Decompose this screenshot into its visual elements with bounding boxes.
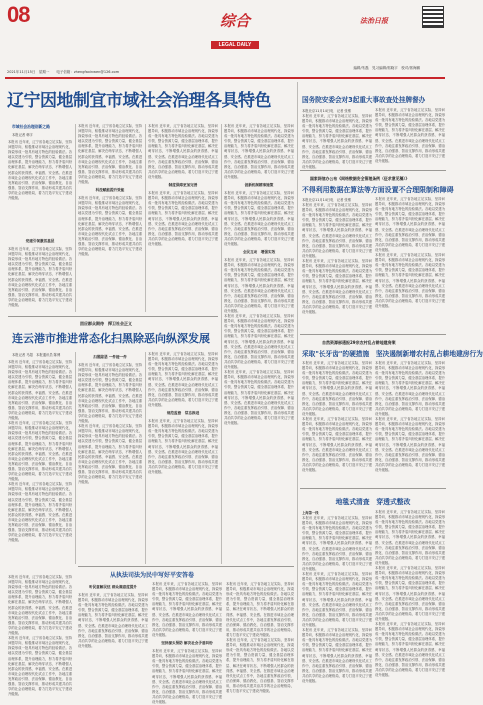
- section2-column-1: [8, 360, 72, 572]
- section-divider: [300, 488, 446, 489]
- section2-byline: 本报记者 马超 本报通讯员 陈博: [12, 353, 61, 357]
- right-article-2-paragraph: 本报讯 近年来，辽宁省各地立足实际，坚持问题导向，积极推动市域社会治理现代化，探索形成一批具有地方特色的经验做法。各地以党建为引领，整合资源力量，健全基层治理体系，提升治理能力，努力将矛盾纠纷化解在基层、解决在萌芽状态，不断增强人民群众的获得感、幸福感、安全感。在推进市域社会治理现代化试点工作中，各地注重发挥政治引领、法治保障、德治教化、自治强基、智治支撑作用，推动形成共建共治共享的社会治理格局，着力打造平安辽宁建设升级版。: [375, 253, 445, 308]
- right-article-2-col-1: [302, 203, 372, 331]
- section2-paragraph: 本报讯 近年来，辽宁省各地立足实际，坚持问题导向，积极推动市域社会治理现代化，探索形成一批具有地方特色的经验做法。各地以党建为引领，整合资源力量，健全基层治理体系，提升治理能力，努力将矛盾纠纷化解在基层、解决在萌芽状态，不断增强人民群众的获得感、幸福感、安全感。在推进市域社会治理现代化试点工作中，各地注重发挥政治引领、法治保障、德治教化、自治强基、智治支撑作用，推动形成共建共治共享的社会治理格局，着力打造平安辽宁建设升级版。: [8, 575, 72, 636]
- right-article-4-paragraph: 本报讯 近年来，辽宁省各地立足实际，坚持问题导向，积极推动市域社会治理现代化，探索形成一批具有地方特色的经验做法。各地以党建为引领，整合资源力量，健全基层治理体系，提升治理能力，努力将矛盾纠纷化解在基层、解决在萌芽状态，不断增强人民群众的获得感、幸福感、安全感。在推进市域社会治理现代化试点工作中，各地注重发挥政治引领、法治保障、德治教化、自治强基、智治支撑作用，推动形成共建共治共享的社会治理格局，着力打造平安辽宁建设升级版。: [375, 566, 445, 621]
- right-article-3-paragraph: 本报讯 近年来，辽宁省各地立足实际，坚持问题导向，积极推动市域社会治理现代化，探索形成一批具有地方特色的经验做法。各地以党建为引领，整合资源力量，健全基层治理体系，提升治理能力，努力将矛盾纠纷化解在基层、解决在萌芽状态，不断增强人民群众的获得感、幸福感、安全感。在推进市域社会治理现代化试点工作中，各地注重发挥政治引领、法治保障、德治教化、自治强基、智治支撑作用，推动形成共建共治共享的社会治理格局，着力打造平安辽宁建设升级版。: [375, 361, 445, 416]
- right-article-4-col-1: [302, 516, 372, 683]
- section-divider: [300, 170, 446, 171]
- section3-paragraph: 本报讯 近年来，辽宁省各地立足实际，坚持问题导向，积极推动市域社会治理现代化，探索形成一批具有地方特色的经验做法。各地以党建为引领，整合资源力量，健全基层治理体系，提升治理能力，努力将矛盾纠纷化解在基层、解决在萌芽状态，不断增强人民群众的获得感、幸福感、安全感。在推进市域社会治理现代化试点工作中，各地注重发挥政治引领、法治保障、德治教化、自治强基、智治支撑作用，推动形成共建共治共享的社会治理格局，着力打造平安辽宁建设升级版。: [152, 649, 222, 704]
- column-divider: [145, 352, 146, 564]
- lead-subhead-4: 全民互动 增强实效: [242, 250, 276, 255]
- section2-paragraph: 本报讯 近年来，辽宁省各地立足实际，坚持问题导向，积极推动市域社会治理现代化，探索形成一批具有地方特色的经验做法。各地以党建为引领，整合资源力量，健全基层治理体系，提升治理能力，努力将矛盾纠纷化解在基层、解决在萌芽状态，不断增强人民群众的获得感、幸福感、安全感。在推进市域社会治理现代化试点工作中，各地注重发挥政治引领、法治保障、德治教化、自治强基、智治支撑作用，推动形成共建共治共享的社会治理格局，着力打造平安辽宁建设升级版。: [148, 419, 218, 474]
- lead-subhead-3: 创新机制精准施策: [244, 183, 274, 188]
- section3-subhead-2: 坚持源头预防 解决社会矛盾纠纷: [161, 641, 213, 646]
- right-article-3-col-2: [375, 361, 445, 483]
- right-article-4-paragraph: 本报讯 近年来，辽宁省各地立足实际，坚持问题导向，积极推动市域社会治理现代化，探索形成一批具有地方特色的经验做法。各地以党建为引领，整合资源力量，健全基层治理体系，提升治理能力，努力将矛盾纠纷化解在基层、解决在萌芽状态，不断增强人民群众的获得感、幸福感、安全感。在推进市域社会治理现代化试点工作中，各地注重发挥政治引领、法治保障、德治教化、自治强基、智治支撑作用，推动形成共建共治共享的社会治理格局，着力打造平安辽宁建设升级版。: [375, 622, 445, 677]
- column-divider: [221, 124, 222, 564]
- section2-column-3: [148, 352, 218, 564]
- lead-paragraph: 本报讯 近年来，辽宁省各地立足实际，坚持问题导向，积极推动市域社会治理现代化，探索形成一批具有地方特色的经验做法。各地以党建为引领，整合资源力量，健全基层治理体系，提升治理能力，努力将矛盾纠纷化解在基层、解决在萌芽状态，不断增强人民群众的获得感、幸福感、安全感。在推进市域社会治理现代化试点工作中，各地注重发挥政治引领、法治保障、德治教化、自治强基、智治支撑作用，推动形成共建共治共享的社会治理格局，着力打造平安辽宁建设升级版。: [148, 124, 218, 179]
- column-divider: [297, 82, 298, 680]
- section2-paragraph: 本报讯 近年来，辽宁省各地立足实际，坚持问题导向，积极推动市域社会治理现代化，探索形成一批具有地方特色的经验做法。各地以党建为引领，整合资源力量，健全基层治理体系，提升治理能力，努力将矛盾纠纷化解在基层、解决在萌芽状态，不断增强人民群众的获得感、幸福感、安全感。在推进市域社会治理现代化试点工作中，各地注重发挥政治引领、法治保障、德治教化、自治强基、智治支撑作用，推动形成共建共治共享的社会治理格局，着力打造平安辽宁建设升级版。: [8, 421, 72, 482]
- right-article-2-title: 不得利用数据在算法等方面设置不合理限制和障碍: [302, 186, 454, 194]
- lead-column-1b: [8, 236, 72, 312]
- lead-subhead-1: 党建引领激活基层: [25, 239, 55, 243]
- section3-paragraph: 本报讯 近年来，辽宁省各地立足实际，坚持问题导向，积极推动市域社会治理现代化，探索形成一批具有地方特色的经验做法。各地以党建为引领，整合资源力量，健全基层治理体系，提升治理能力，努力将矛盾纠纷化解在基层、解决在萌芽状态，不断增强人民群众的获得感、幸福感、安全感。在推进市域社会治理现代化试点工作中，各地注重发挥政治引领、法治保障、德治教化、自治强基、智治支撑作用，推动形成共建共治共享的社会治理格局，着力打造平安辽宁建设升级版。: [226, 582, 294, 637]
- newspaper-logo: 法治日报: [360, 16, 388, 25]
- lead-kicker: 市域社会治理创新之路: [12, 124, 50, 129]
- lead-paragraph: 本报讯 近年来，辽宁省各地立足实际，坚持问题导向，积极推动市域社会治理现代化，探索形成一批具有地方特色的经验做法。各地以党建为引领，整合资源力量，健全基层治理体系，提升治理能力，努力将矛盾纠纷化解在基层、解决在萌芽状态，不断增强人民群众的获得感、幸福感、安全感。在推进市域社会治理现代化试点工作中，各地注重发挥政治引领、法治保障、德治教化、自治强基、智治支撑作用，推动形成共建共治共享的社会治理格局，着力打造平安辽宁建设升级版。: [78, 124, 142, 185]
- page-number: 08: [7, 2, 30, 27]
- dateline: 2021年11月15日 星期一 电子信箱：zhengfaxinwen@126.com: [7, 70, 120, 74]
- section2-subhead-1: 扫黑除恶 一件接一件: [93, 355, 127, 359]
- column-divider: [75, 352, 76, 564]
- top-rule: [5, 77, 445, 79]
- section2-paragraph: 本报讯 近年来，辽宁省各地立足实际，坚持问题导向，积极推动市域社会治理现代化，探索形成一批具有地方特色的经验做法。各地以党建为引领，整合资源力量，健全基层治理体系，提升治理能力，努力将矛盾纠纷化解在基层、解决在萌芽状态，不断增强人民群众的获得感、幸福感、安全感。在推进市域社会治理现代化试点工作中，各地注重发挥政治引领、法治保障、德治教化、自治强基、智治支撑作用，推动形成共建共治共享的社会治理格局，着力打造平安辽宁建设升级版。: [8, 360, 72, 421]
- editor-credits: 编辑/朱磊 见习编辑/郭晓宇 校对/郭海鹏: [353, 66, 420, 70]
- section-divider: [8, 316, 218, 317]
- section3-title: 从执法司法为民中写好平安答卷: [110, 572, 195, 579]
- lead-paragraph: 本报讯 近年来，辽宁省各地立足实际，坚持问题导向，积极推动市域社会治理现代化，探索形成一批具有地方特色的经验做法。各地以党建为引领，整合资源力量，健全基层治理体系，提升治理能力，努力将矛盾纠纷化解在基层、解决在萌芽状态，不断增强人民群众的获得感、幸福感、安全感。在推进市域社会治理现代化试点工作中，各地注重发挥政治引领、法治保障、德治教化、自治强基、智治支撑作用，推动形成共建共治共享的社会治理格局，着力打造平安辽宁建设升级版。: [224, 314, 294, 370]
- section2-paragraph: 本报讯 近年来，辽宁省各地立足实际，坚持问题导向，积极推动市域社会治理现代化，探索形成一批具有地方特色的经验做法。各地以党建为引领，整合资源力量，健全基层治理体系，提升治理能力，努力将矛盾纠纷化解在基层、解决在萌芽状态，不断增强人民群众的获得感、幸福感、安全感。在推进市域社会治理现代化试点工作中，各地注重发挥政治引领、法治保障、德治教化、自治强基、智治支撑作用，推动形成共建共治共享的社会治理格局，着力打造平安辽宁建设升级版。: [78, 363, 142, 424]
- lead-subhead-5: 制度保障更加完善: [168, 183, 198, 188]
- right-article-3-col-1: [302, 361, 372, 483]
- lead-column-1: 本报讯 近年来，辽宁省各地立足实际，坚持问题导向，积极推动市域社会治理现代化，探索形成一批具有地方特色的经验做法。各地以党建为引领，整合资源力量，健全基层治理体系，提升治理能力，努力将矛盾纠纷化解在基层、解决在萌芽状态，不断增强人民群众的获得感、幸福感、安全感。在推进市域社会治理现代化试点工作中，各地注重发挥政治引领、法治保障、德治教化、自治强基、智治支撑作用，推动形成共建共治共享的社会治理格局，着力打造平安辽宁建设升级版。: [8, 140, 72, 201]
- right-article-3-paragraph: 本报讯 近年来，辽宁省各地立足实际，坚持问题导向，积极推动市域社会治理现代化，探索形成一批具有地方特色的经验做法。各地以党建为引领，整合资源力量，健全基层治理体系，提升治理能力，努力将矛盾纠纷化解在基层、解决在萌芽状态，不断增强人民群众的获得感、幸福感、安全感。在推进市域社会治理现代化试点工作中，各地注重发挥政治引领、法治保障、德治教化、自治强基、智治支撑作用，推动形成共建共治共享的社会治理格局，着力打造平安辽宁建设升级版。: [302, 417, 372, 472]
- right-article-4-byline: 上海第一线: [302, 511, 319, 515]
- column-divider: [145, 124, 146, 312]
- lead-paragraph: 本报讯 近年来，辽宁省各地立足实际，坚持问题导向，积极推动市域社会治理现代化，探索形成一批具有地方特色的经验做法。各地以党建为引领，整合资源力量，健全基层治理体系，提升治理能力，努力将矛盾纠纷化解在基层、解决在萌芽状态，不断增强人民群众的获得感、幸福感、安全感。在推进市域社会治理现代化试点工作中，各地注重发挥政治引领、法治保障、德治教化、自治强基、智治支撑作用，推动形成共建共治共享的社会治理格局，着力打造平安辽宁建设升级版。: [148, 191, 218, 246]
- right-article-2-paragraph: 本报讯 近年来，辽宁省各地立足实际，坚持问题导向，积极推动市域社会治理现代化，探索形成一批具有地方特色的经验做法。各地以党建为引领，整合资源力量，健全基层治理体系，提升治理能力，努力将矛盾纠纷化解在基层、解决在萌芽状态，不断增强人民群众的获得感、幸福感、安全感。在推进市域社会治理现代化试点工作中，各地注重发挥政治引领、法治保障、德治教化、自治强基、智治支撑作用，推动形成共建共治共享的社会治理格局，着力打造平安辽宁建设升级版。: [375, 197, 445, 252]
- right-article-2-byline: 本报北京11月14日电 记者 张维: [302, 198, 352, 202]
- section2-subhead-2: 规范监督 常态推进: [166, 411, 200, 416]
- section2-paragraph: 本报讯 近年来，辽宁省各地立足实际，坚持问题导向，积极推动市域社会治理现代化，探索形成一批具有地方特色的经验做法。各地以党建为引领，整合资源力量，健全基层治理体系，提升治理能力，努力将矛盾纠纷化解在基层、解决在萌芽状态，不断增强人民群众的获得感、幸福感、安全感。在推进市域社会治理现代化试点工作中，各地注重发挥政治引领、法治保障、德治教化、自治强基、智治支撑作用，推动形成共建共治共享的社会治理格局，着力打造平安辽宁建设升级版。: [78, 424, 142, 485]
- section3-paragraph: 本报讯 近年来，辽宁省各地立足实际，坚持问题导向，积极推动市域社会治理现代化，探索形成一批具有地方特色的经验做法。各地以党建为引领，整合资源力量，健全基层治理体系，提升治理能力，努力将矛盾纠纷化解在基层、解决在萌芽状态，不断增强人民群众的获得感、幸福感、安全感。在推进市域社会治理现代化试点工作中，各地注重发挥政治引领、法治保障、德治教化、自治强基、智治支撑作用，推动形成共建共治共享的社会治理格局，着力打造平安辽宁建设升级版。: [78, 593, 148, 648]
- section3-column-2: [152, 582, 222, 704]
- lead-paragraph: 本报讯 近年来，辽宁省各地立足实际，坚持问题导向，积极推动市域社会治理现代化，探索形成一批具有地方特色的经验做法。各地以党建为引领，整合资源力量，健全基层治理体系，提升治理能力，努力将矛盾纠纷化解在基层、解决在萌芽状态，不断增强人民群众的获得感、幸福感、安全感。在推进市域社会治理现代化试点工作中，各地注重发挥政治引领、法治保障、德治教化、自治强基、智治支撑作用，推动形成共建共治共享的社会治理格局，着力打造平安辽宁建设升级版。: [224, 258, 294, 313]
- right-article-2-paragraph: 本报讯 近年来，辽宁省各地立足实际，坚持问题导向，积极推动市域社会治理现代化，探索形成一批具有地方特色的经验做法。各地以党建为引领，整合资源力量，健全基层治理体系，提升治理能力，努力将矛盾纠纷化解在基层、解决在萌芽状态，不断增强人民群众的获得感、幸福感、安全感。在推进市域社会治理现代化试点工作中，各地注重发挥政治引领、法治保障、德治教化、自治强基、智治支撑作用，推动形成共建共治共享的社会治理格局，着力打造平安辽宁建设升级版。: [302, 259, 372, 314]
- qr-code-icon: [422, 6, 444, 28]
- right-article-4-title: 地毯式清查 穿透式整改: [335, 498, 411, 506]
- right-article-1-byline: 本报北京11月14日电 记者 张维: [302, 109, 352, 113]
- lead-column-4: [224, 124, 294, 564]
- right-article-1-col-1: 本报讯 近年来，辽宁省各地立足实际，坚持问题导向，积极推动市域社会治理现代化，探索形成一批具有地方特色的经验做法。各地以党建为引领，整合资源力量，健全基层治理体系，提升治理能力，努力将矛盾纠纷化解在基层、解决在萌芽状态，不断增强人民群众的获得感、幸福感、安全感。在推进市域社会治理现代化试点工作中，各地注重发挥政治引领、法治保障、德治教化、自治强基、智治支撑作用，推动形成共建共治共享的社会治理格局，着力打造平安辽宁建设升级版。: [302, 114, 372, 169]
- right-article-3-title: 采取"长牙齿"的硬措施 坚决遏制新增农村乱占耕地建房行为: [302, 350, 483, 358]
- section2-column-1-continued: [8, 575, 72, 697]
- lead-byline: 本报记者 韩宇: [12, 133, 33, 137]
- lead-column-2: [78, 124, 142, 312]
- section2-column-2: [78, 352, 142, 564]
- section2-paragraph: 本报讯 近年来，辽宁省各地立足实际，坚持问题导向，积极推动市域社会治理现代化，探索形成一批具有地方特色的经验做法。各地以党建为引领，整合资源力量，健全基层治理体系，提升治理能力，努力将矛盾纠纷化解在基层、解决在萌芽状态，不断增强人民群众的获得感、幸福感、安全感。在推进市域社会治理现代化试点工作中，各地注重发挥政治引领、法治保障、德治教化、自治强基、智治支撑作用，推动形成共建共治共享的社会治理格局，着力打造平安辽宁建设升级版。: [8, 482, 72, 543]
- section3-paragraph: 本报讯 近年来，辽宁省各地立足实际，坚持问题导向，积极推动市域社会治理现代化，探索形成一批具有地方特色的经验做法。各地以党建为引领，整合资源力量，健全基层治理体系，提升治理能力，努力将矛盾纠纷化解在基层、解决在萌芽状态，不断增强人民群众的获得感、幸福感、安全感。在推进市域社会治理现代化试点工作中，各地注重发挥政治引领、法治保障、德治教化、自治强基、智治支撑作用，推动形成共建共治共享的社会治理格局，着力打造平安辽宁建设升级版。: [152, 582, 222, 637]
- section3-subhead-1: 听民意解民忧 群众满意度提升: [89, 585, 137, 589]
- lead-paragraph: 本报讯 近年来，辽宁省各地立足实际，坚持问题导向，积极推动市域社会治理现代化，探索形成一批具有地方特色的经验做法。各地以党建为引领，整合资源力量，健全基层治理体系，提升治理能力，努力将矛盾纠纷化解在基层、解决在萌芽状态，不断增强人民群众的获得感、幸福感、安全感。在推进市域社会治理现代化试点工作中，各地注重发挥政治引领、法治保障、德治教化、自治强基、智治支撑作用，推动形成共建共治共享的社会治理格局，着力打造平安辽宁建设升级版。: [224, 370, 294, 426]
- right-article-1-title: 国务院安委会对3起重大事故查处挂牌督办: [302, 96, 426, 104]
- section-divider: [78, 566, 294, 567]
- section2-paragraph: 本报讯 近年来，辽宁省各地立足实际，坚持问题导向，积极推动市域社会治理现代化，探索形成一批具有地方特色的经验做法。各地以党建为引领，整合资源力量，健全基层治理体系，提升治理能力，努力将矛盾纠纷化解在基层、解决在萌芽状态，不断增强人民群众的获得感、幸福感、安全感。在推进市域社会治理现代化试点工作中，各地注重发挥政治引领、法治保障、德治教化、自治强基、智治支撑作用，推动形成共建共治共享的社会治理格局，着力打造平安辽宁建设升级版。: [148, 352, 218, 407]
- right-article-4-paragraph: 本报讯 近年来，辽宁省各地立足实际，坚持问题导向，积极推动市域社会治理现代化，探索形成一批具有地方特色的经验做法。各地以党建为引领，整合资源力量，健全基层治理体系，提升治理能力，努力将矛盾纠纷化解在基层、解决在萌芽状态，不断增强人民群众的获得感、幸福感、安全感。在推进市域社会治理现代化试点工作中，各地注重发挥政治引领、法治保障、德治教化、自治强基、智治支撑作用，推动形成共建共治共享的社会治理格局，着力打造平安辽宁建设升级版。: [302, 628, 372, 683]
- lead-headline: 辽宁因地制宜市域社会治理各具特色: [7, 91, 271, 111]
- right-article-1-col-2: 本报讯 近年来，辽宁省各地立足实际，坚持问题导向，积极推动市域社会治理现代化，探索形成一批具有地方特色的经验做法。各地以党建为引领，整合资源力量，健全基层治理体系，提升治理能力，努力将矛盾纠纷化解在基层、解决在萌芽状态，不断增强人民群众的获得感、幸福感、安全感。在推进市域社会治理现代化试点工作中，各地注重发挥政治引领、法治保障、德治教化、自治强基、智治支撑作用，推动形成共建共治共享的社会治理格局，着力打造平安辽宁建设升级版。: [375, 108, 445, 163]
- column-divider: [75, 124, 76, 312]
- masthead-subtitle: LEGAL DAILY: [211, 41, 260, 49]
- section2-kicker: 回应群众期待 捍卫社会正义: [80, 321, 132, 326]
- lead-paragraph: 本报讯 近年来，辽宁省各地立足实际，坚持问题导向，积极推动市域社会治理现代化，探索形成一批具有地方特色的经验做法。各地以党建为引领，整合资源力量，健全基层治理体系，提升治理能力，努力将矛盾纠纷化解在基层、解决在萌芽状态，不断增强人民群众的获得感、幸福感、安全感。在推进市域社会治理现代化试点工作中，各地注重发挥政治引领、法治保障、德治教化、自治强基、智治支撑作用，推动形成共建共治共享的社会治理格局，着力打造平安辽宁建设升级版。: [224, 191, 294, 246]
- lead-subhead-2: 科技赋能提升效能: [95, 188, 125, 193]
- section3-column-3: [226, 582, 294, 693]
- right-article-2-kicker: 国家网信办公布《网络数据安全管理条例（征求意见稿）》: [310, 176, 410, 181]
- right-article-4-paragraph: 本报讯 近年来，辽宁省各地立足实际，坚持问题导向，积极推动市域社会治理现代化，探索形成一批具有地方特色的经验做法。各地以党建为引领，整合资源力量，健全基层治理体系，提升治理能力，努力将矛盾纠纷化解在基层、解决在萌芽状态，不断增强人民群众的获得感、幸福感、安全感。在推进市域社会治理现代化试点工作中，各地注重发挥政治引领、法治保障、德治教化、自治强基、智治支撑作用，推动形成共建共治共享的社会治理格局，着力打造平安辽宁建设升级版。: [375, 510, 445, 565]
- right-article-3-paragraph: 本报讯 近年来，辽宁省各地立足实际，坚持问题导向，积极推动市域社会治理现代化，探索形成一批具有地方特色的经验做法。各地以党建为引领，整合资源力量，健全基层治理体系，提升治理能力，努力将矛盾纠纷化解在基层、解决在萌芽状态，不断增强人民群众的获得感、幸福感、安全感。在推进市域社会治理现代化试点工作中，各地注重发挥政治引领、法治保障、德治教化、自治强基、智治支撑作用，推动形成共建共治共享的社会治理格局，着力打造平安辽宁建设升级版。: [375, 417, 445, 472]
- right-article-3-paragraph: 本报讯 近年来，辽宁省各地立足实际，坚持问题导向，积极推动市域社会治理现代化，探索形成一批具有地方特色的经验做法。各地以党建为引领，整合资源力量，健全基层治理体系，提升治理能力，努力将矛盾纠纷化解在基层、解决在萌芽状态，不断增强人民群众的获得感、幸福感、安全感。在推进市域社会治理现代化试点工作中，各地注重发挥政治引领、法治保障、德治教化、自治强基、智治支撑作用，推动形成共建共治共享的社会治理格局，着力打造平安辽宁建设升级版。: [302, 361, 372, 416]
- section2-title: 连云港市推进常态化扫黑除恶向纵深发展: [12, 332, 210, 345]
- section2-paragraph: 本报讯 近年来，辽宁省各地立足实际，坚持问题导向，积极推动市域社会治理现代化，探索形成一批具有地方特色的经验做法。各地以党建为引领，整合资源力量，健全基层治理体系，提升治理能力，努力将矛盾纠纷化解在基层、解决在萌芽状态，不断增强人民群众的获得感、幸福感、安全感。在推进市域社会治理现代化试点工作中，各地注重发挥政治引领、法治保障、德治教化、自治强基、智治支撑作用，推动形成共建共治共享的社会治理格局，着力打造平安辽宁建设升级版。: [8, 636, 72, 697]
- masthead-title: 综合: [219, 12, 250, 30]
- lead-column-3: [148, 124, 218, 312]
- right-article-4-paragraph: 本报讯 近年来，辽宁省各地立足实际，坚持问题导向，积极推动市域社会治理现代化，探索形成一批具有地方特色的经验做法。各地以党建为引领，整合资源力量，健全基层治理体系，提升治理能力，努力将矛盾纠纷化解在基层、解决在萌芽状态，不断增强人民群众的获得感、幸福感、安全感。在推进市域社会治理现代化试点工作中，各地注重发挥政治引领、法治保障、德治教化、自治强基、智治支撑作用，推动形成共建共治共享的社会治理格局，着力打造平安辽宁建设升级版。: [302, 572, 372, 627]
- right-article-4-paragraph: 本报讯 近年来，辽宁省各地立足实际，坚持问题导向，积极推动市域社会治理现代化，探索形成一批具有地方特色的经验做法。各地以党建为引领，整合资源力量，健全基层治理体系，提升治理能力，努力将矛盾纠纷化解在基层、解决在萌芽状态，不断增强人民群众的获得感、幸福感、安全感。在推进市域社会治理现代化试点工作中，各地注重发挥政治引领、法治保障、德治教化、自治强基、智治支撑作用，推动形成共建共治共享的社会治理格局，着力打造平安辽宁建设升级版。: [302, 516, 372, 571]
- lead-paragraph: 本报讯 近年来，辽宁省各地立足实际，坚持问题导向，积极推动市域社会治理现代化，探索形成一批具有地方特色的经验做法。各地以党建为引领，整合资源力量，健全基层治理体系，提升治理能力，努力将矛盾纠纷化解在基层、解决在萌芽状态，不断增强人民群众的获得感、幸福感、安全感。在推进市域社会治理现代化试点工作中，各地注重发挥政治引领、法治保障、德治教化、自治强基、智治支撑作用，推动形成共建共治共享的社会治理格局，着力打造平安辽宁建设升级版。: [8, 247, 72, 308]
- right-article-3-kicker: 自然资源部通报29宗农村乱占耕地建房案: [322, 340, 396, 345]
- section-divider: [300, 334, 446, 335]
- right-article-2-col-2: [375, 197, 445, 331]
- lead-paragraph: 本报讯 近年来，辽宁省各地立足实际，坚持问题导向，积极推动市域社会治理现代化，探索形成一批具有地方特色的经验做法。各地以党建为引领，整合资源力量，健全基层治理体系，提升治理能力，努力将矛盾纠纷化解在基层、解决在萌芽状态，不断增强人民群众的获得感、幸福感、安全感。在推进市域社会治理现代化试点工作中，各地注重发挥政治引领、法治保障、德治教化、自治强基、智治支撑作用，推动形成共建共治共享的社会治理格局，着力打造平安辽宁建设升级版。: [78, 196, 142, 257]
- section3-column-1: [78, 582, 148, 679]
- lead-paragraph: 本报讯 近年来，辽宁省各地立足实际，坚持问题导向，积极推动市域社会治理现代化，探索形成一批具有地方特色的经验做法。各地以党建为引领，整合资源力量，健全基层治理体系，提升治理能力，努力将矛盾纠纷化解在基层、解决在萌芽状态，不断增强人民群众的获得感、幸福感、安全感。在推进市域社会治理现代化试点工作中，各地注重发挥政治引领、法治保障、德治教化、自治强基、智治支撑作用，推动形成共建共治共享的社会治理格局，着力打造平安辽宁建设升级版。: [224, 124, 294, 179]
- masthead: [165, 10, 305, 52]
- right-article-2-paragraph: 本报讯 近年来，辽宁省各地立足实际，坚持问题导向，积极推动市域社会治理现代化，探索形成一批具有地方特色的经验做法。各地以党建为引领，整合资源力量，健全基层治理体系，提升治理能力，努力将矛盾纠纷化解在基层、解决在萌芽状态，不断增强人民群众的获得感、幸福感、安全感。在推进市域社会治理现代化试点工作中，各地注重发挥政治引领、法治保障、德治教化、自治强基、智治支撑作用，推动形成共建共治共享的社会治理格局，着力打造平安辽宁建设升级版。: [302, 203, 372, 258]
- right-article-4-col-2: [375, 510, 445, 680]
- section3-paragraph: 本报讯 近年来，辽宁省各地立足实际，坚持问题导向，积极推动市域社会治理现代化，探索形成一批具有地方特色的经验做法。各地以党建为引领，整合资源力量，健全基层治理体系，提升治理能力，努力将矛盾纠纷化解在基层、解决在萌芽状态，不断增强人民群众的获得感、幸福感、安全感。在推进市域社会治理现代化试点工作中，各地注重发挥政治引领、法治保障、德治教化、自治强基、智治支撑作用，推动形成共建共治共享的社会治理格局，着力打造平安辽宁建设升级版。: [226, 638, 294, 693]
